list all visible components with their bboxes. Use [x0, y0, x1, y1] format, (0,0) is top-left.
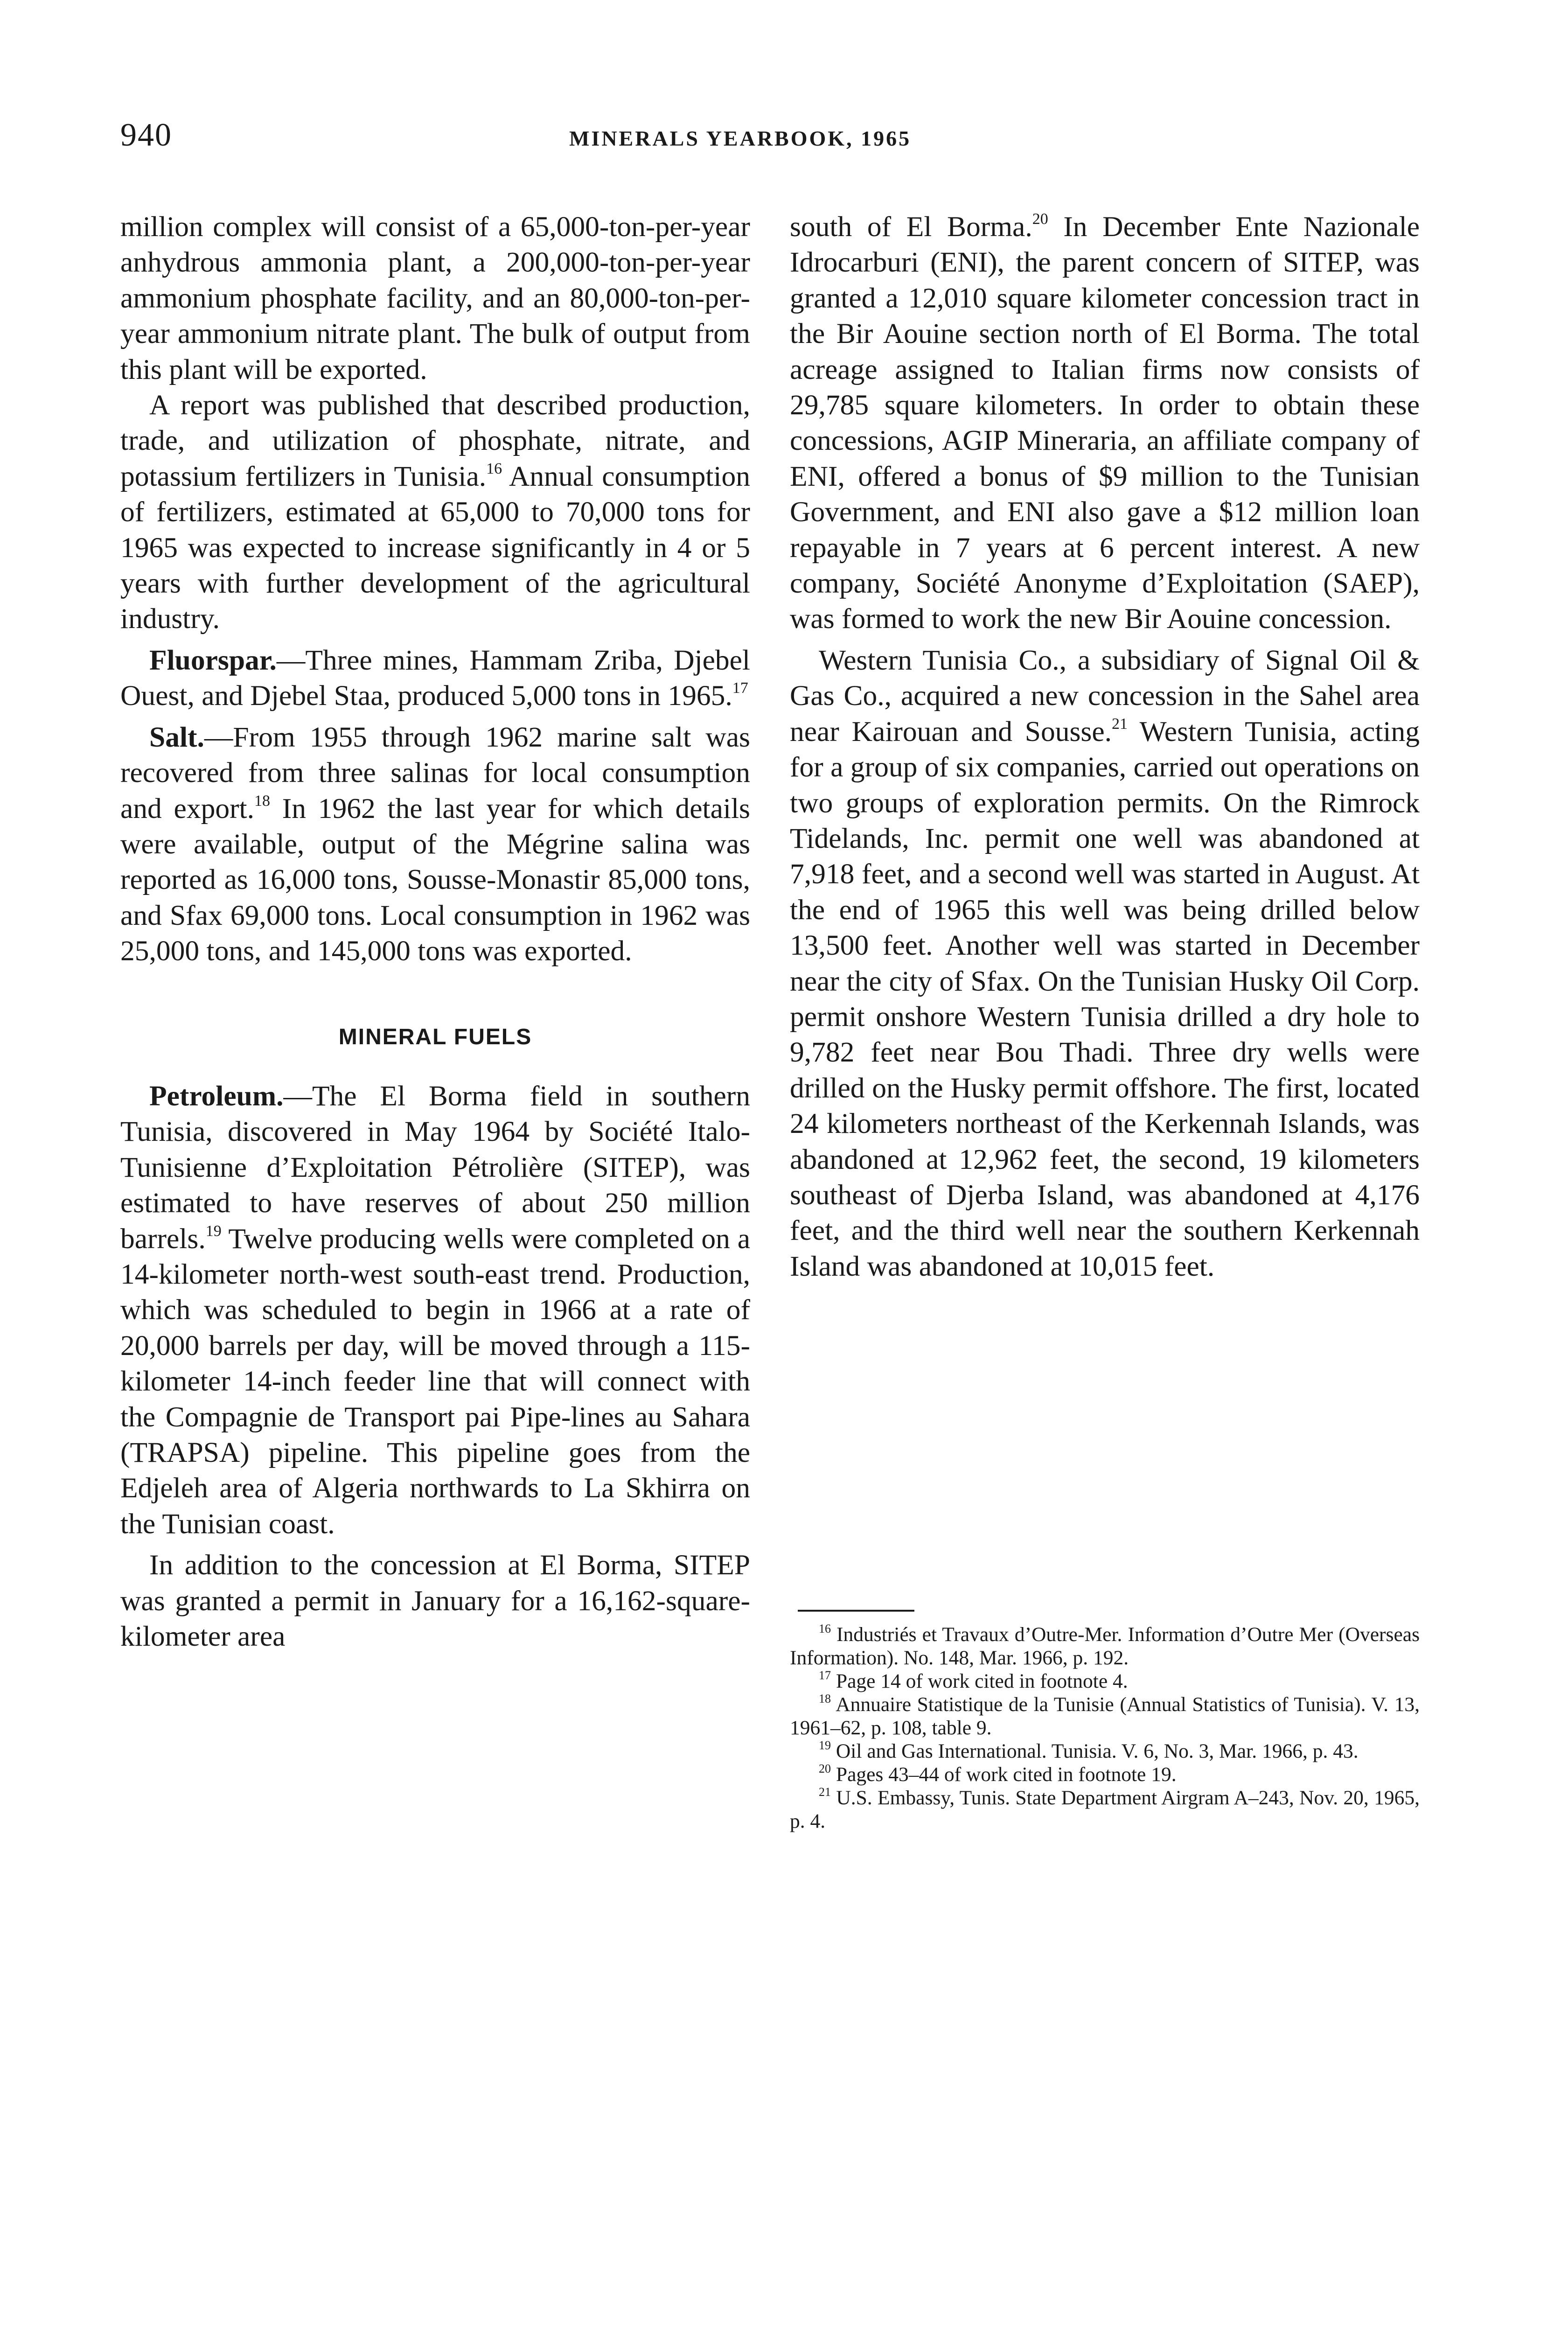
footnote-number: 17 — [819, 1669, 831, 1682]
paragraph-el-borma-concession: In addition to the concession at El Borma, SITEP was granted a permit in January for a 16,162-square-kilometer area — [120, 1549, 750, 1653]
paragraph-western-tunisia — [790, 643, 1420, 1284]
paragraph-ammonia-complex: million complex will consist of a 65,000-ton-per-year anhydrous ammonia plant, a 200,000-ton-per-year ammonium phosphate facility, and an 80,000-ton-per-year ammonium nitrate plant. The bulk of output from this plant will be exported. — [120, 211, 750, 385]
section-heading-mineral-fuels: MINERAL FUELS — [338, 1024, 532, 1049]
paragraph-fluorspar — [120, 643, 750, 714]
paragraph-text: Twelve producing wells were completed on a 14-kilometer north-west south-east trend. Production, which was scheduled to begin in 1966 at a rate of 20,000 barrels per day, will be moved through a 115-kilometer 14-inch feeder line that will connect with the Compagnie de Transport pai Pipe-lines au Sahara (TRAPSA) pipeline. This pipeline goes from the Edjeleh area of Algeria northwards to La Skhirra on the Tunisian coast. — [120, 1222, 750, 1540]
paragraph-text: —The El Borma field in southern Tunisia, discovered in May 1964 by Société Italo-Tunisienne d’Exploitation Pétrolière (SITEP), was estimated to have reserves of about 250 million barrels. — [120, 1080, 750, 1255]
footnote-number: 18 — [819, 1692, 831, 1705]
footnote — [790, 1739, 1420, 1763]
paragraph-text: In 1962 the last year for which details were available, output of the Mégrine salina was reported as 16,000 tons, Sousse-Monastir 85,000 tons, and Sfax 69,000 tons. Local consumption in 1962 was 25,000 tons, and 145,000 tons was exported. — [120, 792, 750, 967]
run-in-heading-petroleum: Petroleum. — [149, 1080, 284, 1112]
footnote — [790, 1763, 1420, 1786]
left-column — [120, 209, 750, 1654]
paragraph-salt — [120, 719, 750, 969]
right-column — [790, 209, 1420, 1284]
paragraph-text: A report was published that described production, trade, and utilization of phosphate, nitrate, and potassium fertilizers in Tunisia. — [120, 389, 750, 492]
paragraph-eni-concession — [790, 209, 1420, 637]
footnote — [790, 1623, 1420, 1669]
footnote-ref-16: 16 — [486, 460, 502, 477]
footnote-text: Annuaire Statistique de la Tunisie (Annual Statistics of Tunisia). V. 13, 1961–62, p. 108, table 9. — [790, 1693, 1420, 1739]
paragraph-text: Western Tunisia Co., a subsidiary of Signal Oil & Gas Co., acquired a new concession in the Sahel area near Kairouan and Sousse. — [790, 644, 1420, 747]
footnote-divider — [798, 1610, 914, 1612]
paragraph-text: In December Ente Nazionale Idrocarburi (ENI), the parent concern of SITEP, was granted a 12,010 square kilometer concession tract in the Bir Aouine section north of El Borma. The total acreage assigned to Italian firms now consists of 29,785 square kilometers. In order to obtain these concessions, AGIP Mineraria, an affiliate company of ENI, offered a bonus of $9 million to the Tunisian Government, and ENI also gave a $12 million loan repayable in 7 years at 6 percent interest. A new company, Société Anonyme d’Exploitation (SAEP), was formed to work the new Bir Aouine concession. — [790, 211, 1420, 635]
footnote-number: 19 — [819, 1739, 831, 1752]
footnote-number: 20 — [819, 1762, 831, 1775]
footnote-text: Pages 43–44 of work cited in footnote 19. — [836, 1763, 1177, 1786]
footnote — [790, 1669, 1420, 1693]
paragraph-text: south of El Borma. — [790, 211, 1032, 243]
footnote-ref-18: 18 — [254, 792, 271, 810]
paragraph-text: Annual consumption of fertilizers, estimated at 65,000 to 70,000 tons for 1965 was expected to increase significantly in 4 or 5 years with further development of the agricultural industry. — [120, 460, 750, 635]
footnote-ref-20: 20 — [1032, 210, 1048, 228]
paragraph-fertilizer-report — [120, 387, 750, 637]
footnote — [790, 1786, 1420, 1833]
footnote-text: U.S. Embassy, Tunis. State Department Airgram A–243, Nov. 20, 1965, p. 4. — [790, 1787, 1420, 1832]
paragraph-text: Western Tunisia, acting for a group of six companies, carried out operations on two groups of exploration permits. On the Rimrock Tidelands, Inc. permit one well was abandoned at 7,918 feet, and a second well was started in August. At the end of 1965 this well was being drilled below 13,500 feet. Another well was started in December near the city of Sfax. On the Tunisian Husky Oil Corp. permit onshore Western Tunisia drilled a dry hole to 9,782 feet near Bou Thadi. Three dry wells were drilled on the Husky permit offshore. The first, located 24 kilometers northeast of the Kerkennah Islands, was abandoned at 12,962 feet, the second, 19 kilometers southeast of Djerba Island, was abandoned at 4,176 feet, and the third well near the southern Kerkennah Island was abandoned at 10,015 feet. — [790, 715, 1420, 1282]
footnote — [790, 1693, 1420, 1739]
paragraph-text: —Three mines, Hammam Zriba, Djebel Ouest, and Djebel Staa, produced 5,000 tons in 1965. — [120, 644, 750, 712]
run-in-heading-fluorspar: Fluorspar. — [149, 644, 277, 676]
page-number: 940 — [120, 117, 172, 153]
paragraph-text: —From 1955 through 1962 marine salt was recovered from three salinas for local consumption and export. — [120, 721, 750, 824]
footnote-text: Page 14 of work cited in footnote 4. — [836, 1670, 1128, 1692]
footnote-number: 16 — [819, 1622, 831, 1635]
footnote-ref-21: 21 — [1112, 715, 1128, 733]
running-head: MINERALS YEARBOOK, 1965 — [569, 126, 912, 150]
footnote-ref-17: 17 — [732, 679, 748, 697]
footnote-text: Oil and Gas International. Tunisia. V. 6, No. 3, Mar. 1966, p. 43. — [836, 1740, 1359, 1762]
footnote-number: 21 — [819, 1785, 831, 1799]
run-in-heading-salt: Salt. — [149, 721, 204, 753]
paragraph-petroleum — [120, 1078, 750, 1542]
footnote-ref-19: 19 — [205, 1222, 222, 1240]
footnote-text: Industriés et Travaux d’Outre-Mer. Information d’Outre Mer (Overseas Information). No. 148, Mar. 1966, p. 192. — [790, 1623, 1420, 1669]
footnotes — [790, 1623, 1420, 1833]
